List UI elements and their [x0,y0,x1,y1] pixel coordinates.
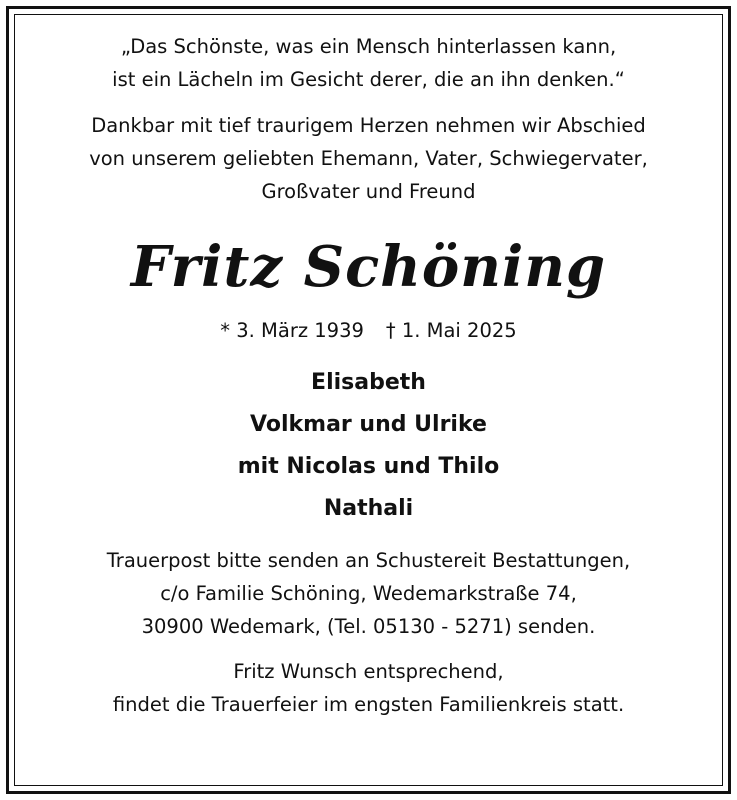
wish-info-block [0,655,737,721]
family-line-2: Volkmar und Ulrike [250,412,487,437]
life-dates [0,314,737,348]
wish-line-1: Fritz Wunsch entsprechend, [233,660,504,683]
intro-line-1: Dankbar mit tief traurigem Herzen nehmen wir Abschied [91,114,646,137]
mail-line-1: Trauerpost bitte senden an Schustereit Bestattungen, [106,549,631,572]
mail-line-3: 30900 Wedemark, (Tel. 05130 - 5271) senden. [141,615,596,638]
mail-line-2: c/o Familie Schöning, Wedemarkstraße 74, [160,582,577,605]
birth-date: * 3. März 1939 [220,319,364,342]
mail-info-block [0,544,737,643]
wish-line-2: findet die Trauerfeier im engsten Familienkreis statt. [112,693,625,716]
quote-line-1: „Das Schönste, was ein Mensch hinterlassen kann, [120,35,617,58]
family-line-3: mit Nicolas und Thilo [237,454,500,479]
intro-line-2: von unserem geliebten Ehemann, Vater, Schwiegervater, [89,147,648,170]
family-line-4: Nathali [323,496,414,521]
death-date: † 1. Mai 2025 [385,319,517,342]
quote-line-2: ist ein Lächeln im Gesicht derer, die an ihn denken.“ [112,68,625,91]
intro-block [0,109,737,208]
family-line-1: Elisabeth [311,370,426,395]
intro-line-3: Großvater und Freund [261,180,476,203]
deceased-name: Fritz Schöning [130,234,607,300]
quote-block [0,30,737,96]
family-block [0,362,737,530]
